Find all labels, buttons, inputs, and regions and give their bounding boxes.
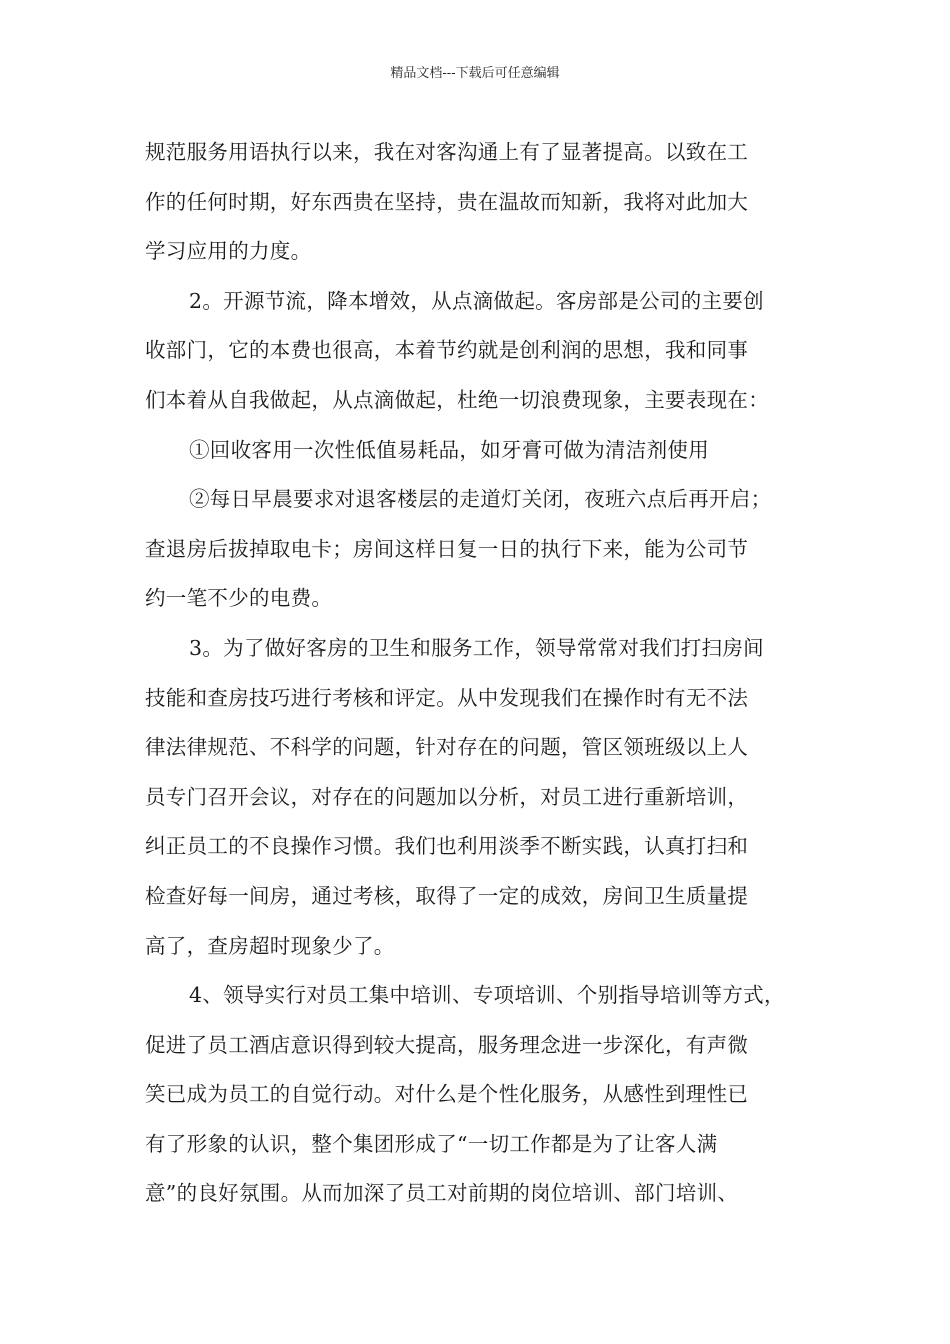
text-line: 学习应用的力度。 xyxy=(145,239,312,264)
text-line: ②每日早晨要求对退客楼层的走道灯关闭，夜班六点后再开启； xyxy=(189,487,772,512)
text-line: 4、领导实行对员工集中培训、专项培训、个别指导培训等方式， xyxy=(189,983,785,1008)
text-line: 笑已成为员工的自觉行动。对什么是个性化服务，从感性到理性已 xyxy=(145,1082,749,1107)
text-line: 们本着从自我做起，从点滴做起，杜绝一切浪费现象，主要表现在： xyxy=(145,387,769,412)
text-line: 3。为了做好客房的卫生和服务工作，领导常常对我们打扫房间 xyxy=(189,635,764,660)
text-line: 作的任何时期，好东西贵在坚持，贵在温故而知新，我将对此加大 xyxy=(145,189,749,214)
text-line: 律法律规范、不科学的问题，针对存在的问题，管区领班级以上人 xyxy=(145,735,749,760)
text-line: 意”的良好氛围。从而加深了员工对前期的岗位培训、部门培训、 xyxy=(145,1181,739,1206)
text-line: 技能和查房技巧进行考核和评定。从中发现我们在操作时有无不法 xyxy=(145,685,749,710)
text-line: 检查好每一间房，通过考核，取得了一定的成效，房间卫生质量提 xyxy=(145,883,749,908)
text-line: 查退房后拔掉取电卡；房间这样日复一日的执行下来，能为公司节 xyxy=(145,536,749,561)
text-line: 高了，查房超时现象少了。 xyxy=(145,933,395,958)
page-header: 精品文档---下载后可任意编辑 xyxy=(390,66,560,81)
text-line: 2。开源节流，降本增效，从点滴做起。客房部是公司的主要创 xyxy=(189,288,764,313)
text-line: 规范服务用语执行以来，我在对客沟通上有了显著提高。以致在工 xyxy=(145,140,749,164)
text-line: 有了形象的认识，整个集团形成了“一切工作都是为了让客人满 xyxy=(145,1131,718,1156)
text-line: 约一笔不少的电费。 xyxy=(145,586,333,611)
text-line: 促进了员工酒店意识得到较大提高，服务理念进一步深化，有声微 xyxy=(145,1032,749,1057)
text-line: ①回收客用一次性低值易耗品，如牙膏可做为清洁剂使用 xyxy=(189,437,709,462)
text-line: 纠正员工的不良操作习惯。我们也利用淡季不断实践，认真打扫和 xyxy=(145,834,749,859)
text-line: 员专门召开会议，对存在的问题加以分析，对员工进行重新培训， xyxy=(145,784,749,809)
body-text xyxy=(145,134,821,1225)
text-line: 收部门，它的本费也很高，本着节约就是创利润的思想，我和同事 xyxy=(145,338,749,363)
